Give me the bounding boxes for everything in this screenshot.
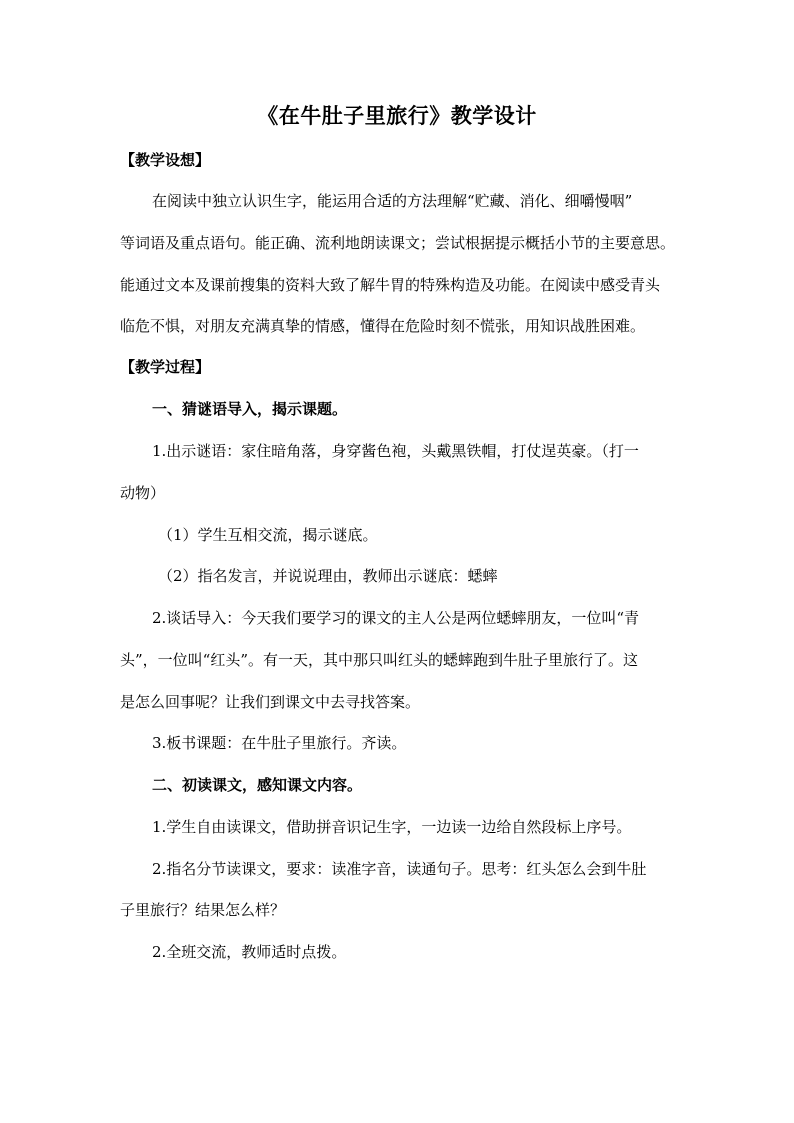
paragraph-line: （1）学生互相交流，揭示谜底。 <box>158 526 378 544</box>
paragraph-line: 等词语及重点语句。能正确、流利地朗读课文；尝试根据提示概括小节的主要意思。 <box>120 234 676 252</box>
section-heading-concept: 【教学设想】 <box>120 151 211 169</box>
paragraph-line: （2）指名发言，并说说理由，教师出示谜底：蟋蟀 <box>158 567 498 585</box>
paragraph-line: 动物） <box>120 484 166 502</box>
part-heading-2: 二、初读课文，感知课文内容。 <box>152 776 363 794</box>
paragraph-line: 2.全班交流，教师适时点拨。 <box>152 943 347 961</box>
paragraph-line: 3.板书课题：在牛肚子里旅行。齐读。 <box>152 734 407 752</box>
paragraph-line: 1.出示谜语：家住暗角落，身穿酱色袍，头戴黑铁帽，打仗逞英豪。（打一 <box>152 442 639 460</box>
paragraph-line: 能通过文本及课前搜集的资料大致了解牛胃的特殊构造及功能。在阅读中感受青头 <box>120 276 661 294</box>
paragraph-line: 在阅读中独立认识生字，能运用合适的方法理解“贮藏、消化、细嚼慢咽” <box>152 192 633 210</box>
paragraph-line: 临危不惧，对朋友充满真挚的情感，懂得在危险时刻不慌张，用知识战胜困难。 <box>120 317 646 335</box>
part-heading-1: 一、猜谜语导入，揭示课题。 <box>152 400 348 418</box>
paragraph-line: 头”，一位叫“红头”。有一天，其中那只叫红头的蟋蟀跑到牛肚子里旅行了。这 <box>120 651 639 669</box>
paragraph-line: 2.谈话导入：今天我们要学习的课文的主人公是两位蟋蟀朋友，一位叫“青 <box>152 609 639 627</box>
paragraph-line: 是怎么回事呢？让我们到课文中去寻找答案。 <box>120 693 421 711</box>
document-title: 《在牛肚子里旅行》教学设计 <box>257 103 537 128</box>
paragraph-line: 2.指名分节读课文，要求：读准字音，读通句子。思考：红头怎么会到牛肚 <box>152 860 647 878</box>
section-heading-process: 【教学过程】 <box>120 358 211 376</box>
paragraph-line: 子里旅行？结果怎么样？ <box>120 901 286 919</box>
paragraph-line: 1.学生自由读课文，借助拼音识记生字，一边读一边给自然段标上序号。 <box>152 818 632 836</box>
